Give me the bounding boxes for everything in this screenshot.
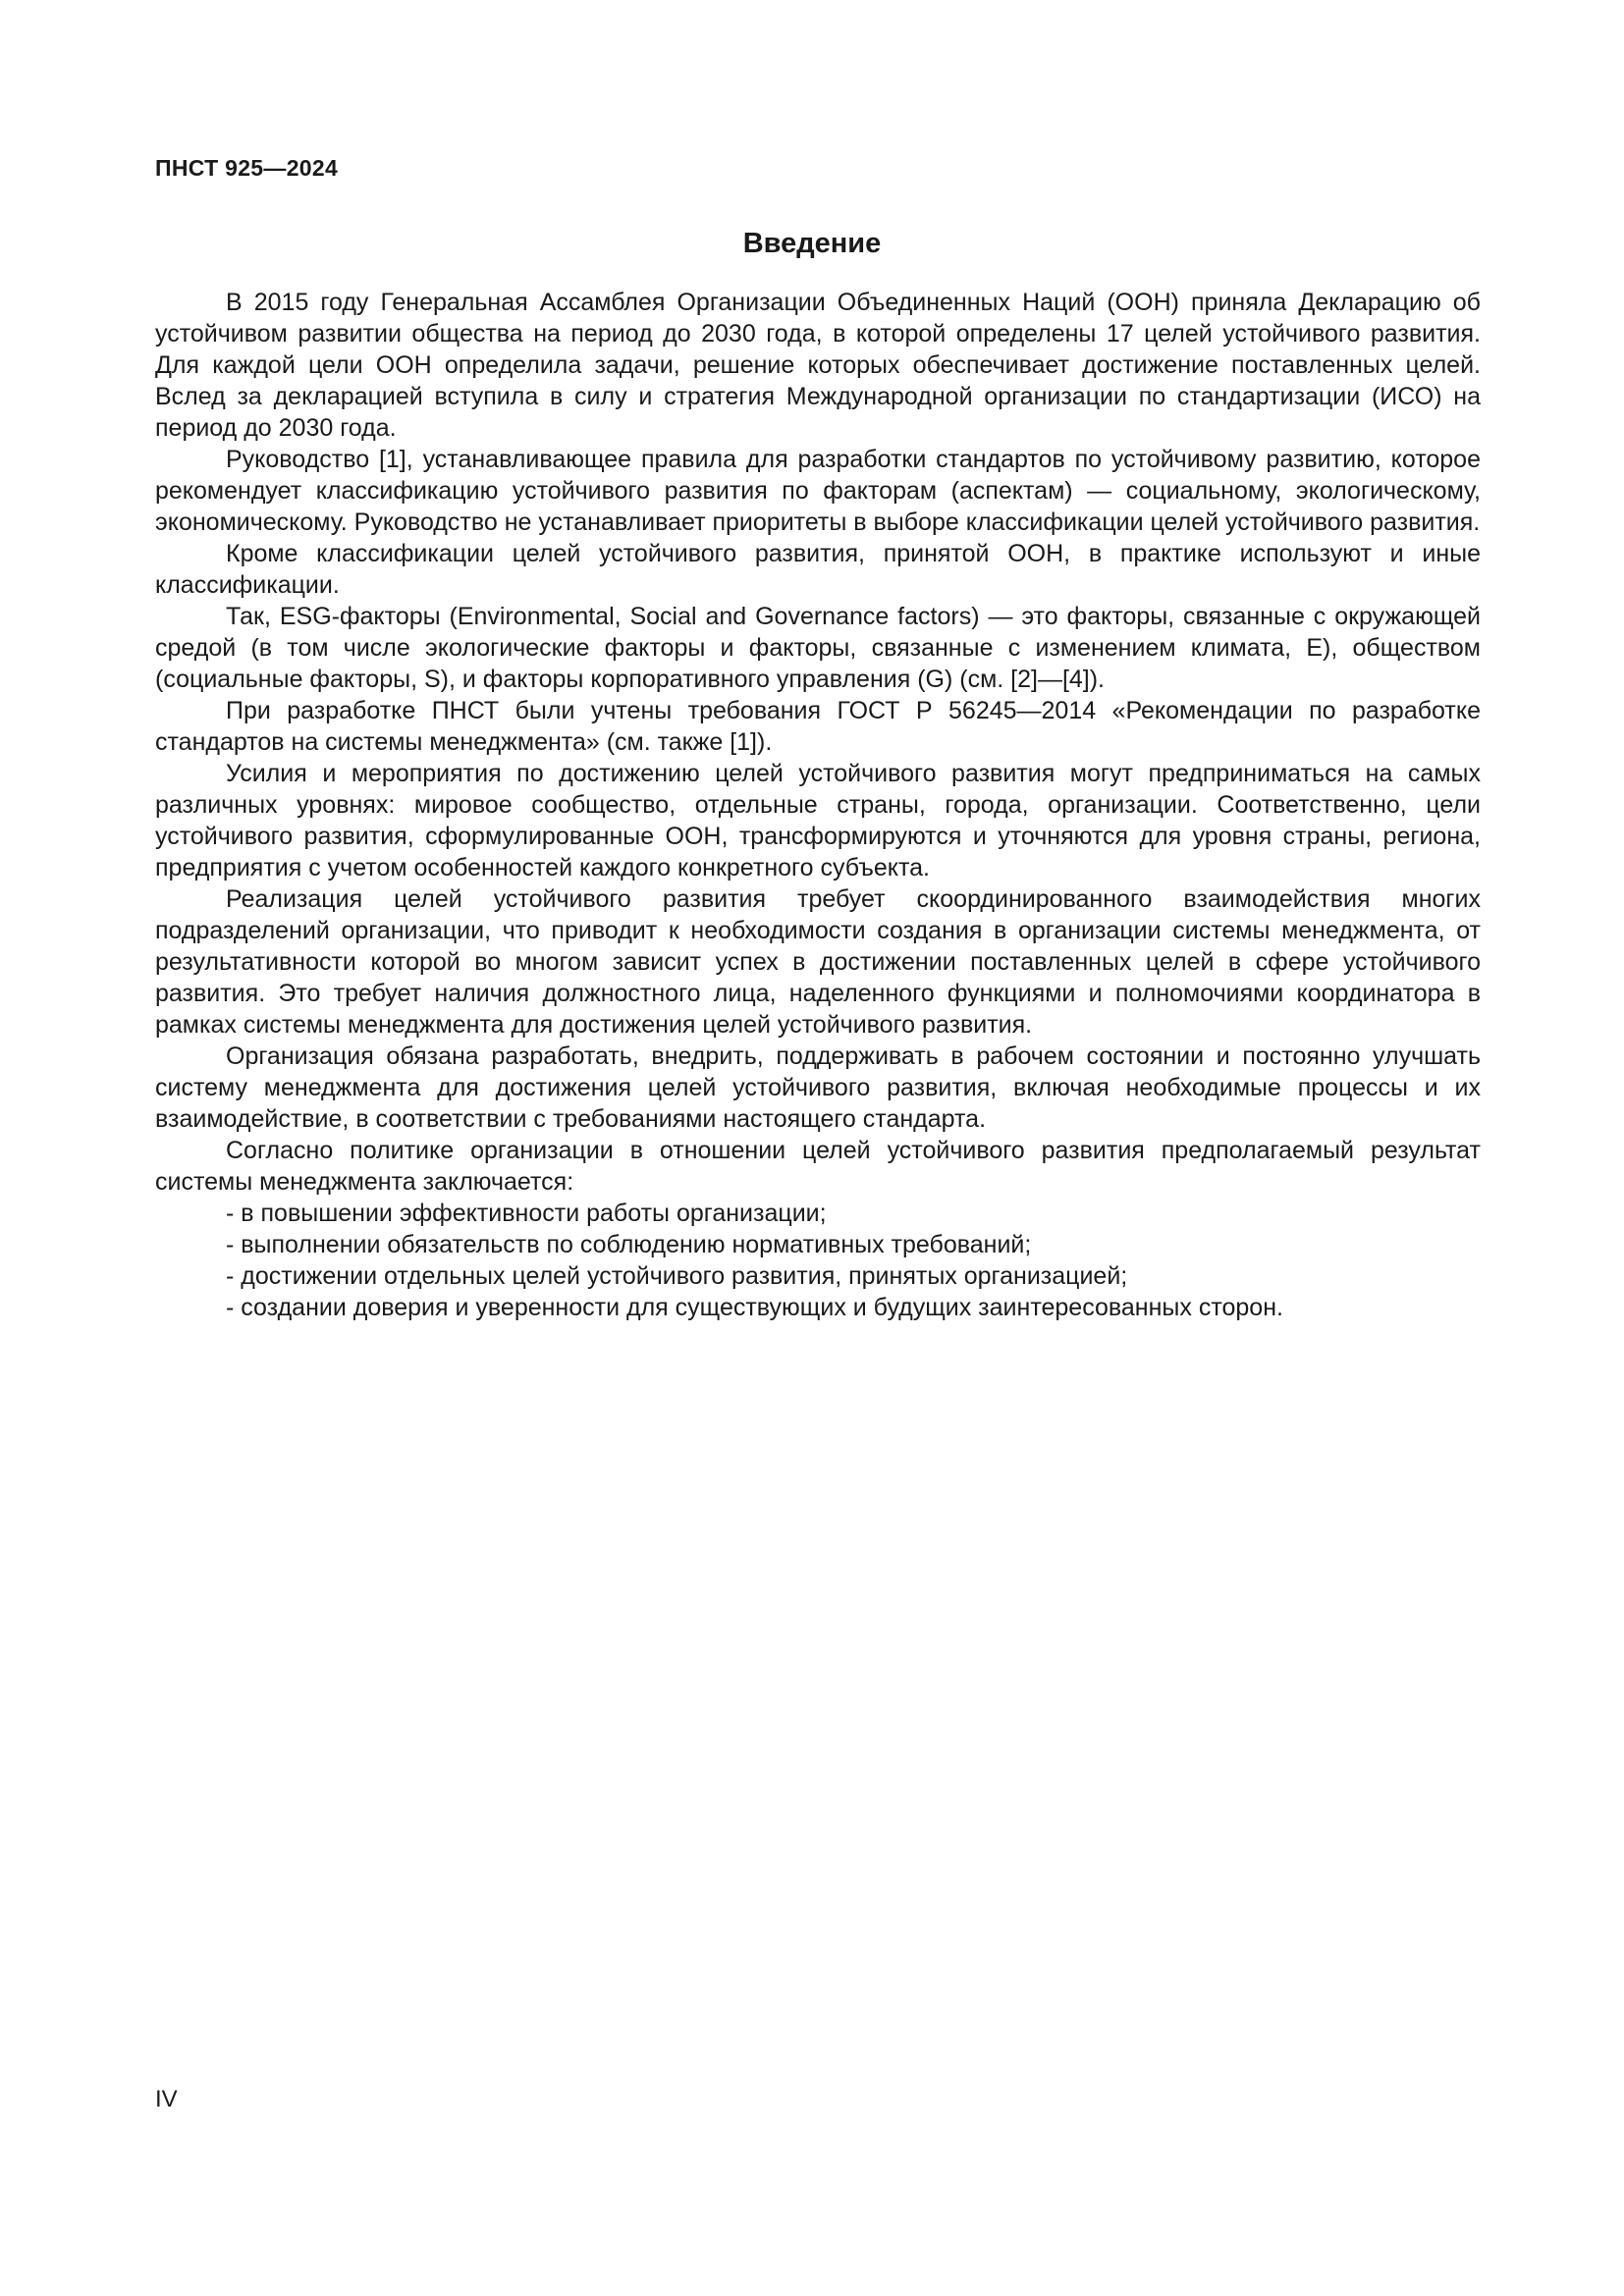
paragraph: Так, ESG-факторы (Environmental, Social and Governance factors) — это факторы, связанные с окружающей средой (в том числе экологические факторы и факторы, связанные с изменением климата, E), обществом (социальные факторы, S), и факторы корпоративного управления (G) (см. [2]—[4]). [155,603,1481,693]
outcome-list [155,1198,1481,1323]
paragraph: Организация обязана разработать, внедрить, поддерживать в рабочем состоянии и постоянно улучшать систему менеджмента для достижения целей устойчивого развития, включая необходимые процессы и их взаимодействие, в соответствии с требованиями настоящего стандарта. [155,1042,1481,1133]
list-item: - достижении отдельных целей устойчивого развития, принятых организацией; [226,1262,1128,1290]
paragraph: Согласно политике организации в отношении целей устойчивого развития предполагаемый результат системы менеджмента заключается: [155,1137,1481,1196]
list-item: - в повышении эффективности работы организации; [226,1200,827,1227]
list-item: - выполнении обязательств по соблюдению нормативных требований; [226,1231,1032,1258]
paragraph: Руководство [1], устанавливающее правила для разработки стандартов по устойчивому развитию, которое рекомендует классификацию устойчивого развития по факторам (аспектам) — социальному, экологическому, экономическому. Руководство не устанавливает приоритеты в выборе классификации целей устойчивого развития. [155,446,1481,536]
page-number: IV [155,2086,178,2112]
section-title: Введение [742,228,882,259]
paragraph: Кроме классификации целей устойчивого развития, принятой ООН, в практике используют и иные классификации. [155,540,1481,599]
paragraph: В 2015 году Генеральная Ассамблея Организации Объединенных Наций (ООН) приняла Декларацию об устойчивом развитии общества на период до 2030 года, в которой определены 17 целей устойчивого развития. Для каждой цели ООН определила задачи, решение которых обеспечивает достижение поставленных целей. Вслед за декларацией вступила в силу и стратегия Международной организации по стандартизации (ИСО) на период до 2030 года. [155,289,1481,442]
paragraph: Усилия и мероприятия по достижению целей устойчивого развития могут предприниматься на самых различных уровнях: мировое сообщество, отдельные страны, города, организации. Соответственно, цели устойчивого развития, сформулированные ООН, трансформируются и уточняются для уровня страны, региона, предприятия с учетом особенностей каждого конкретного субъекта. [155,760,1481,881]
list-item: - создании доверия и уверенности для существующих и будущих заинтересованных сторон. [226,1294,1283,1321]
document-code-header: ПНСТ 925—2024 [155,155,339,181]
paragraph: При разработке ПНСТ были учтены требования ГОСТ Р 56245—2014 «Рекомендации по разработке стандартов на системы менеджмента» (см. также [1]). [155,697,1481,756]
document-body [155,287,1481,1323]
paragraph: Реализация целей устойчивого развития требует скоординированного взаимодействия многих подразделений организации, что приводит к необходимости создания в организации системы менеджмента, от результативности которой во многом зависит успех в достижении поставленных целей в сфере устойчивого развития. Это требует наличия должностного лица, наделенного функциями и полномочиями координатора в рамках системы менеджмента для достижения целей устойчивого развития. [155,885,1481,1039]
